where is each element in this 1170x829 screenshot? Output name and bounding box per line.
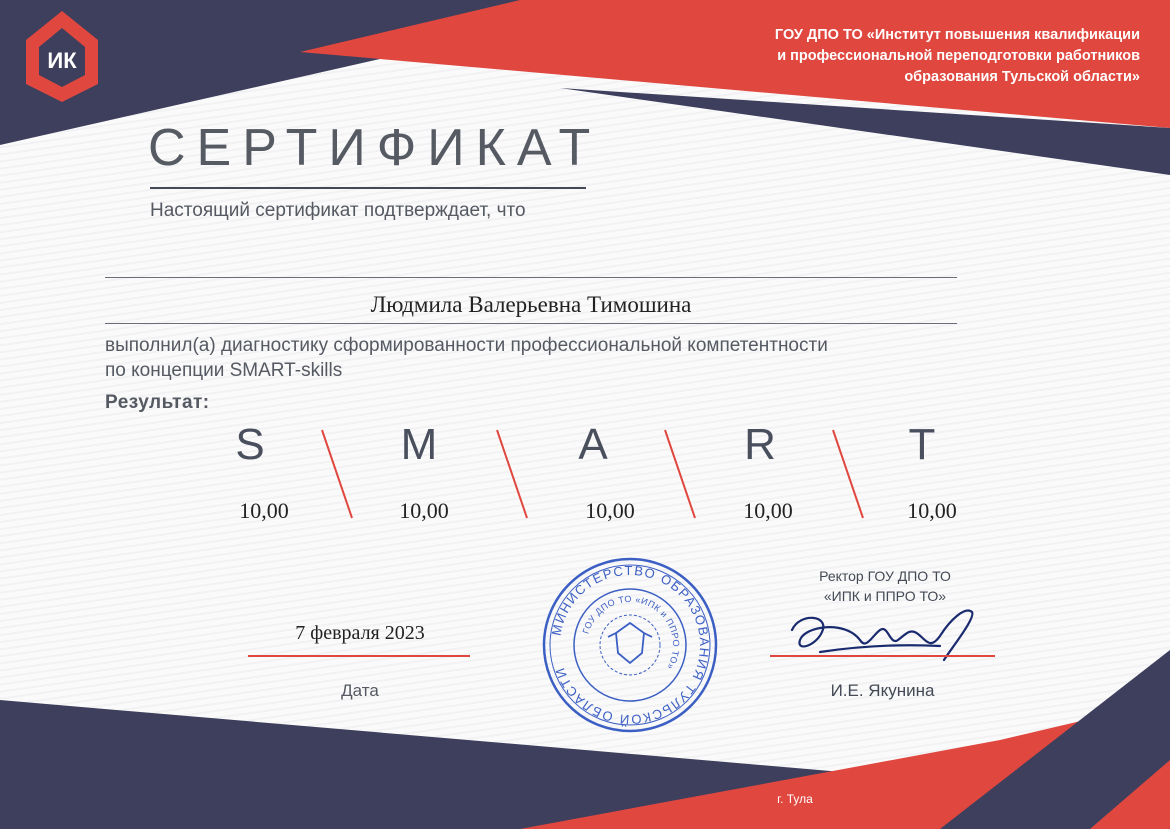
institute-line: ГОУ ДПО ТО «Институт повышения квалификации bbox=[774, 27, 1140, 43]
issue-date: 7 февраля 2023 bbox=[295, 622, 425, 644]
smart-letter-t: T bbox=[908, 420, 936, 469]
date-underline bbox=[248, 655, 470, 657]
stamp-ring-text: МИНИСТЕРСТВО ОБРАЗОВАНИЯ ТУЛЬСКОЙ ОБЛАСТИ bbox=[548, 562, 713, 728]
institute-line: образования Тульской области» bbox=[904, 69, 1140, 85]
signature-underline bbox=[770, 655, 995, 657]
rector-signature bbox=[792, 611, 972, 660]
result-label: Результат: bbox=[105, 392, 210, 413]
smart-letter-m: M bbox=[400, 420, 438, 469]
smart-score-r: 10,00 bbox=[743, 498, 793, 523]
smart-letter-s: S bbox=[235, 420, 265, 469]
rector-line: «ИПК и ППРО ТО» bbox=[823, 588, 947, 604]
certificate-title: СЕРТИФИКАТ bbox=[148, 119, 602, 177]
city-label: г. Тула bbox=[777, 792, 813, 806]
smart-letter-a: A bbox=[578, 420, 608, 469]
coat-of-arms-icon bbox=[608, 623, 652, 663]
confirm-text: Настоящий сертификат подтверждает, что bbox=[150, 200, 526, 221]
logo-text: ИК bbox=[47, 48, 77, 73]
smart-score-a: 10,00 bbox=[585, 498, 635, 523]
rector-title bbox=[790, 566, 980, 606]
title-underline bbox=[150, 187, 586, 189]
description-line: выполнил(а) диагностику сформированности профессиональной компетентности bbox=[105, 335, 828, 356]
smart-divider bbox=[833, 430, 863, 518]
smart-score-s: 10,00 bbox=[239, 498, 289, 523]
date-label: Дата bbox=[341, 681, 379, 700]
smart-score-m: 10,00 bbox=[399, 498, 449, 523]
smart-divider bbox=[665, 430, 695, 518]
smart-score-t: 10,00 bbox=[907, 498, 957, 523]
stamp-inner-text: ГОУ ДПО ТО «ИПК и ППРО ТО» bbox=[580, 593, 682, 672]
description-line: по концепции SMART-skills bbox=[105, 360, 343, 381]
smart-letter-r: R bbox=[744, 420, 776, 469]
institute-name bbox=[620, 25, 1140, 88]
signer-name: И.Е. Якунина bbox=[830, 681, 935, 700]
smart-divider bbox=[322, 430, 352, 518]
name-rule-bottom bbox=[105, 323, 957, 324]
description bbox=[105, 333, 985, 383]
rector-line: Ректор ГОУ ДПО ТО bbox=[819, 568, 951, 584]
official-stamp bbox=[544, 559, 716, 731]
smart-divider bbox=[497, 430, 527, 518]
institute-line: и профессиональной переподготовки работников bbox=[777, 48, 1140, 64]
recipient-name: Людмила Валерьевна Тимошина bbox=[370, 292, 692, 317]
name-rule-top bbox=[105, 277, 957, 278]
